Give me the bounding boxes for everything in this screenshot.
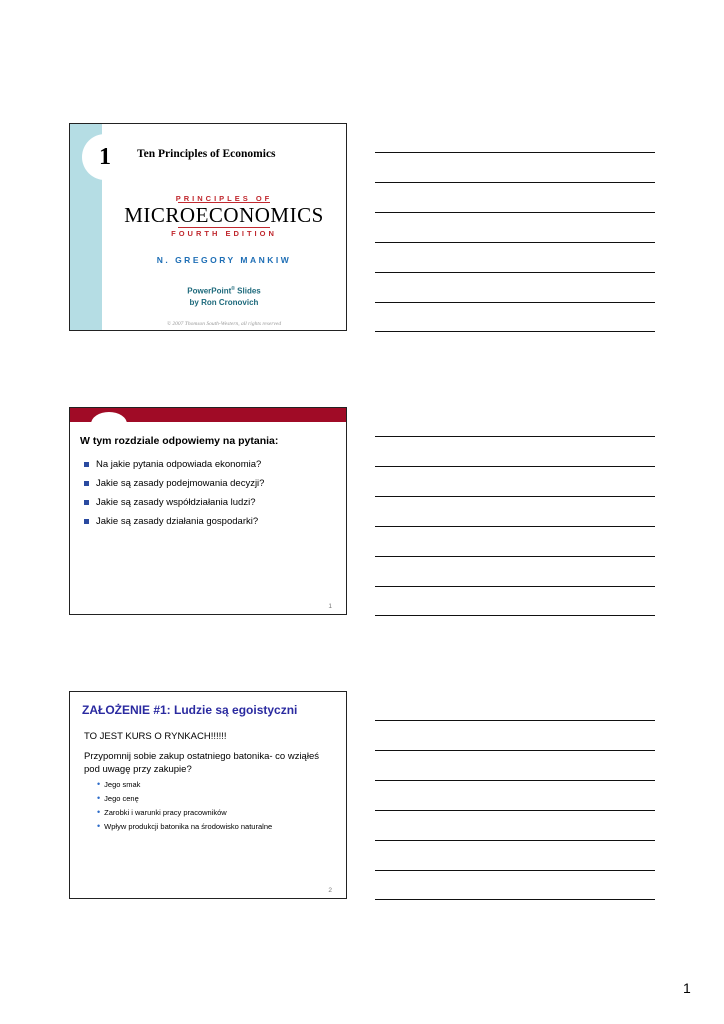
slide-title: W tym rozdziale odpowiemy na pytania: [80, 435, 279, 447]
title-rule-bottom [178, 227, 270, 228]
principles-of-label: PRINCIPLES OF [175, 194, 273, 203]
slides-word: Slides [234, 286, 261, 296]
edition-label: FOURTH EDITION [171, 229, 277, 238]
note-line [375, 152, 655, 153]
note-line [375, 182, 655, 183]
chapter-title: Ten Principles of Economics [137, 148, 276, 160]
list-item: Na jakie pytania odpowiada ekonomia? [84, 459, 264, 478]
note-line [375, 870, 655, 871]
note-line [375, 720, 655, 721]
slide-title: ZAŁOŻENIE #1: Ludzie są egoistyczni [82, 703, 298, 717]
body-line-2: Przypomnij sobie zakup ostatniego batonika- co wziąłeś pod uwagę przy zakupie? [84, 751, 319, 775]
note-line [375, 331, 655, 332]
note-line [375, 466, 655, 467]
slide-1-title [69, 123, 347, 331]
note-line [375, 242, 655, 243]
note-line [375, 212, 655, 213]
square-bullet-icon [84, 481, 89, 486]
author-name: N. GREGORY MANKIW [156, 255, 292, 265]
registered-mark: ® [231, 286, 235, 292]
list-item: • Jego smak [97, 779, 141, 789]
header-bump [91, 412, 127, 436]
question-list [84, 459, 264, 535]
list-item: • Zarobki i warunki pracy pracowników [97, 807, 227, 817]
slide-2-questions [69, 407, 347, 615]
note-line [375, 615, 655, 616]
by-line: by Ron Cronovich [189, 297, 259, 307]
note-line [375, 810, 655, 811]
copyright-notice: © 2007 Thomson South-Western, all rights reserved [166, 321, 282, 327]
square-bullet-icon [84, 500, 89, 505]
list-item: Jakie są zasady podejmowania decyzji? [84, 478, 264, 497]
note-line [375, 840, 655, 841]
powerpoint-label: PowerPoint [187, 286, 232, 296]
note-line [375, 436, 655, 437]
note-line [375, 272, 655, 273]
list-item: • Jego cenę [97, 793, 139, 803]
note-line [375, 496, 655, 497]
note-line [375, 750, 655, 751]
list-item: Jakie są zasady współdziałania ludzi? [84, 497, 264, 516]
slide-page-number: 2 [328, 887, 332, 894]
square-bullet-icon [84, 519, 89, 524]
note-line [375, 302, 655, 303]
bullet-dot-icon: • [97, 807, 101, 817]
slide-3-assumption [69, 691, 347, 899]
book-title: MICROECONOMICS [124, 203, 324, 227]
sheet-page-number: 1 [683, 980, 691, 996]
factor-list [97, 779, 272, 835]
body-line-1: TO JEST KURS O RYNKACH!!!!!! [84, 731, 227, 742]
chapter-number: 1 [82, 134, 128, 180]
note-line [375, 526, 655, 527]
note-line [375, 586, 655, 587]
slides-credit [102, 284, 346, 308]
slide-page-number: 1 [328, 603, 332, 610]
note-line [375, 780, 655, 781]
list-item: Jakie są zasady działania gospodarki? [84, 516, 264, 535]
note-line [375, 556, 655, 557]
square-bullet-icon [84, 462, 89, 467]
note-line [375, 899, 655, 900]
bullet-dot-icon: • [97, 821, 101, 831]
bullet-dot-icon: • [97, 793, 101, 803]
list-item: • Wpływ produkcji batonika na środowisko naturalne [97, 821, 273, 831]
bullet-dot-icon: • [97, 779, 101, 789]
